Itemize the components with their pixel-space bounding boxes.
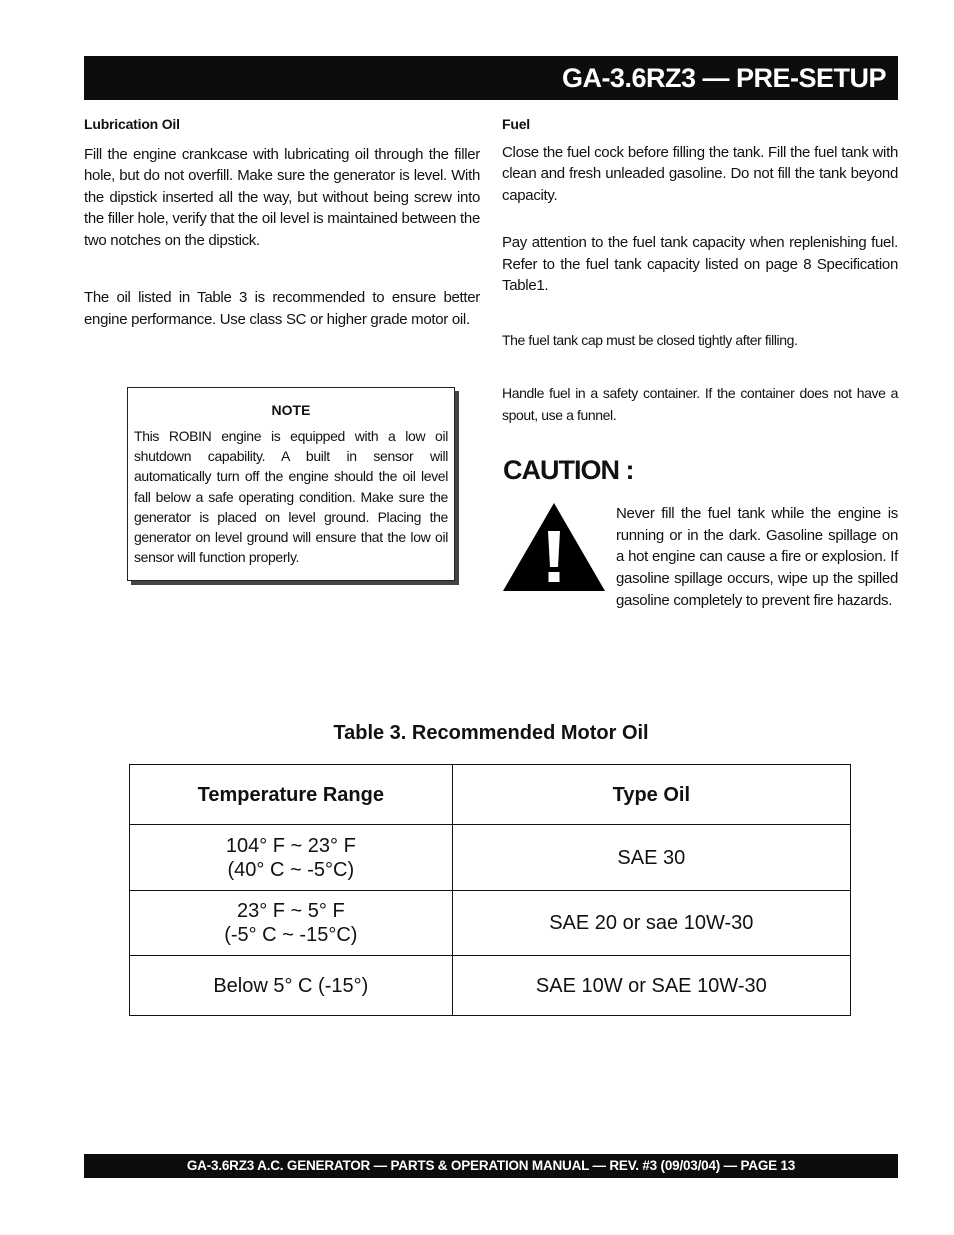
oil-type-cell: SAE 30: [452, 825, 850, 891]
lubrication-paragraph-2: The oil listed in Table 3 is recommended to ensure better engine performance. Use class SC or higher grade motor oil.: [84, 289, 480, 328]
fuel-paragraph-3: The fuel tank cap must be closed tightly after filling.: [502, 331, 798, 348]
table-row: [130, 825, 851, 891]
temperature-line-1: 23° F ~ 5° F: [236, 900, 345, 922]
note-text: This ROBIN engine is equipped with a low oil shutdown capability. A built in sensor will automatically turn off the engine should the oil level fall below a safe operating condition. Make sure the generator is placed on level ground. Placing the generator on level ground will ensure that the low oil sensor will function properly.: [134, 428, 448, 566]
temperature-cell: [130, 956, 453, 1016]
temperature-line-2: (40° C ~ -5°C): [227, 858, 355, 881]
oil-type-cell: SAE 10W or SAE 10W-30: [452, 956, 850, 1016]
temperature-cell: [130, 891, 453, 956]
fuel-section: [502, 114, 898, 426]
temperature-line-1: Below 5° C (-15°): [213, 974, 369, 997]
temperature-cell: [130, 825, 453, 891]
fuel-paragraph-1: Close the fuel cock before filling the tank. Fill the fuel tank with clean and fresh unleaded gasoline. Do not fill the tank beyond capacity.: [502, 143, 898, 204]
note-box: [127, 387, 455, 581]
note-title: NOTE: [271, 402, 311, 418]
temperature-line-2: (-5° C ~ -15°C): [224, 924, 358, 946]
motor-oil-table: [129, 764, 851, 1016]
lubrication-paragraph-1: Fill the engine crankcase with lubricating oil through the filler hole, but do not overfill. Make sure the generator is level. With the dipstick inserted all the way, but without being screw into the filler hole, verify that the oil level is maintained between the two notches on the dipstick.: [84, 145, 480, 249]
column-header-temperature: Temperature Range: [130, 765, 453, 825]
warning-triangle-icon: [503, 503, 605, 591]
table-row: [130, 891, 851, 956]
lubrication-heading: Lubrication Oil: [84, 116, 180, 132]
table-caption: Table 3. Recommended Motor Oil: [333, 722, 649, 744]
fuel-paragraph-4: Handle fuel in a safety container. If the container does not have a spout, use a funnel.: [502, 385, 898, 423]
column-header-type-oil: Type Oil: [452, 765, 850, 825]
table-header-row: [130, 765, 851, 825]
table-row: [130, 956, 851, 1016]
caution-text: Never fill the fuel tank while the engine is running or in the dark. Gasoline spillage on a hot engine can cause a fire or explosion. If gasoline spillage occurs, wipe up the spilled gasoline completely to prevent fire hazards.: [616, 505, 898, 609]
fuel-paragraph-2: Pay attention to the fuel tank capacity when replenishing fuel. Refer to the fuel tank capacity listed on page 8 Specification Table1.: [502, 234, 898, 294]
oil-type-cell: SAE 20 or sae 10W-30: [452, 891, 850, 956]
page-header: GA-3.6RZ3 — PRE-SETUP: [84, 56, 898, 100]
page-footer: GA-3.6RZ3 A.C. GENERATOR — PARTS & OPERATION MANUAL — REV. #3 (09/03/04) — PAGE 13: [84, 1154, 898, 1178]
caution-title: CAUTION :: [503, 455, 634, 485]
lubrication-section: [84, 114, 480, 330]
fuel-heading: Fuel: [502, 116, 530, 132]
temperature-line-1: 104° F ~ 23° F: [225, 834, 356, 857]
